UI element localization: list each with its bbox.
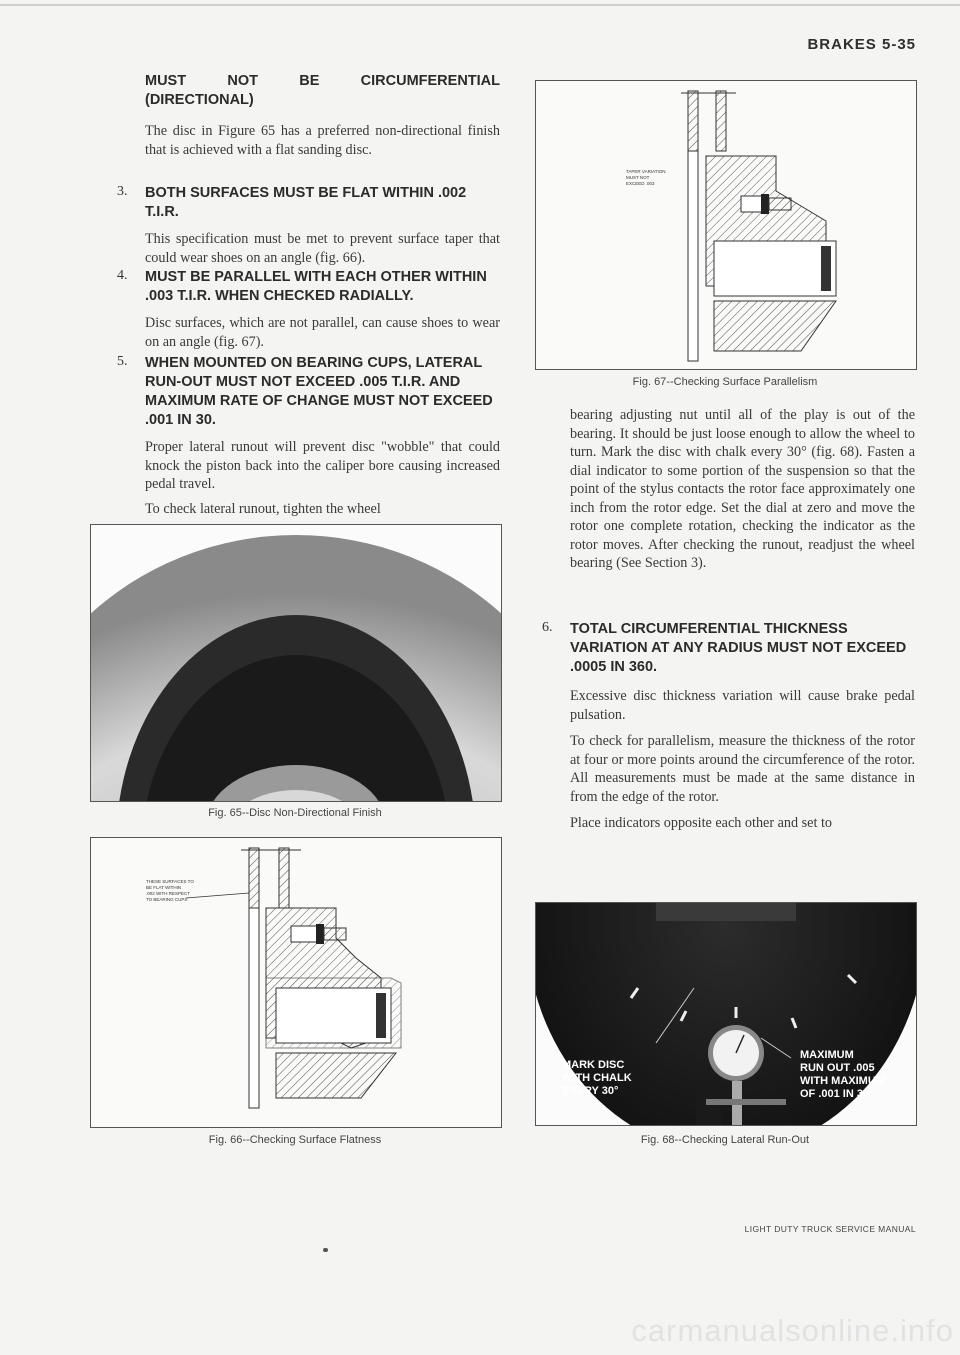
list-item-5 [117, 354, 500, 518]
label-line: WITH CHALK [562, 1072, 632, 1084]
flatness-diagram [91, 838, 501, 1127]
item-heading: BOTH SURFACES MUST BE FLAT WITHIN .002 T.I.R. [145, 185, 467, 220]
page-mark [323, 1248, 328, 1252]
paragraph: bearing adjusting nut until all of the play is out of the bearing. It should be just loose enough to allow the wheel to turn. Mark the disc with chalk every 30° (fig. 68). Fasten a dial indicator to some portion of the suspension so that the point of the stylus contacts the rotor face approximately one inch from the rotor edge. Set the dial at zero and move the rotor one complete rotation, checking the indicator as the rotor moves. After checking the runout, readjust the wheel bearing (See Section 3). [570, 407, 915, 571]
figure-65-caption: Fig. 65--Disc Non-Directional Finish [208, 807, 382, 819]
item-body: Excessive disc thickness variation will cause brake pedal pulsation. [570, 688, 915, 723]
diagram-label: TAPER VARIATION [626, 169, 666, 174]
figure-68 [535, 902, 917, 1126]
item-body: Place indicators opposite each other and set to [570, 815, 832, 831]
diagram-label: .002 WITH RESPECT [146, 891, 191, 896]
label-line: WITH MAXIMUM [800, 1075, 885, 1087]
footer-manual-title: LIGHT DUTY TRUCK SERVICE MANUAL [744, 1224, 916, 1234]
diagram-label: EXCEED .003 [626, 181, 655, 186]
diagram-label: THESE SURFACES TO [146, 879, 194, 884]
left-column [145, 72, 500, 159]
disc-photo [91, 525, 501, 801]
mark-disc-label [562, 1059, 632, 1098]
label-line: EVERY 30° [562, 1085, 619, 1097]
figure-67 [535, 80, 917, 370]
item-heading: MUST BE PARALLEL WITH EACH OTHER WITHIN .003 T.I.R. WHEN CHECKED RADIALLY. [145, 269, 487, 304]
item-body: Proper lateral runout will prevent disc "wobble" that could knock the piston back into the caliper bore causing increased pedal travel. [145, 439, 500, 492]
figure-66 [90, 837, 502, 1128]
label-line: MARK DISC [562, 1059, 625, 1071]
item-number: 4. [117, 268, 128, 283]
item-body: This specification must be met to prevent surface taper that could wear shoes on an angle (fig. 66). [145, 231, 500, 266]
page-header: BRAKES 5-35 [807, 36, 916, 53]
item-number: 5. [117, 354, 128, 369]
list-item-4 [117, 268, 500, 351]
paragraph: The disc in Figure 65 has a preferred non-directional finish that is achieved with a flat sanding disc. [145, 123, 500, 158]
item-body: To check lateral runout, tighten the wheel [145, 500, 381, 517]
label-line: RUN OUT .005 [800, 1062, 875, 1074]
max-runout-label [800, 1049, 885, 1101]
list-item-3 [117, 184, 500, 267]
item-number: 3. [117, 184, 128, 199]
item-body: To check for parallelism, measure the thickness of the rotor at four or more points around the circumference of the rotor. All measurements must be made at the same distance in from the edge of the rotor. [570, 733, 915, 805]
item-heading: TOTAL CIRCUMFERENTIAL THICKNESS VARIATION AT ANY RADIUS MUST NOT EXCEED .0005 IN 360. [570, 621, 907, 675]
parallelism-diagram [536, 81, 916, 369]
section-heading: MUST NOT BE CIRCUMFERENTIAL (DIRECTIONAL) [145, 73, 500, 108]
figure-66-caption: Fig. 66--Checking Surface Flatness [208, 1134, 382, 1146]
figure-68-caption: Fig. 68--Checking Lateral Run-Out [640, 1134, 810, 1146]
label-line: OF .001 IN 30° [800, 1088, 874, 1100]
figure-67-caption: Fig. 67--Checking Surface Parallelism [632, 376, 818, 388]
list-item-6 [542, 620, 915, 833]
right-column-text [570, 406, 915, 573]
item-body: Disc surfaces, which are not parallel, can cause shoes to wear on an angle (fig. 67). [145, 315, 500, 350]
diagram-label: TO BEARING CUPS [146, 897, 188, 902]
item-number: 6. [542, 620, 553, 635]
diagram-label: MUST NOT [626, 175, 650, 180]
diagram-label: BE FLAT WITHIN [146, 885, 182, 890]
label-line: MAXIMUM [800, 1049, 854, 1061]
figure-65 [90, 524, 502, 802]
top-rule [0, 4, 960, 6]
item-heading: WHEN MOUNTED ON BEARING CUPS, LATERAL RUN-OUT MUST NOT EXCEED .005 T.I.R. AND MAXIMUM RATE OF CHANGE MUST NOT EXCEED .001 IN 30. [145, 355, 493, 428]
watermark: carmanualsonline.info [631, 1313, 954, 1348]
